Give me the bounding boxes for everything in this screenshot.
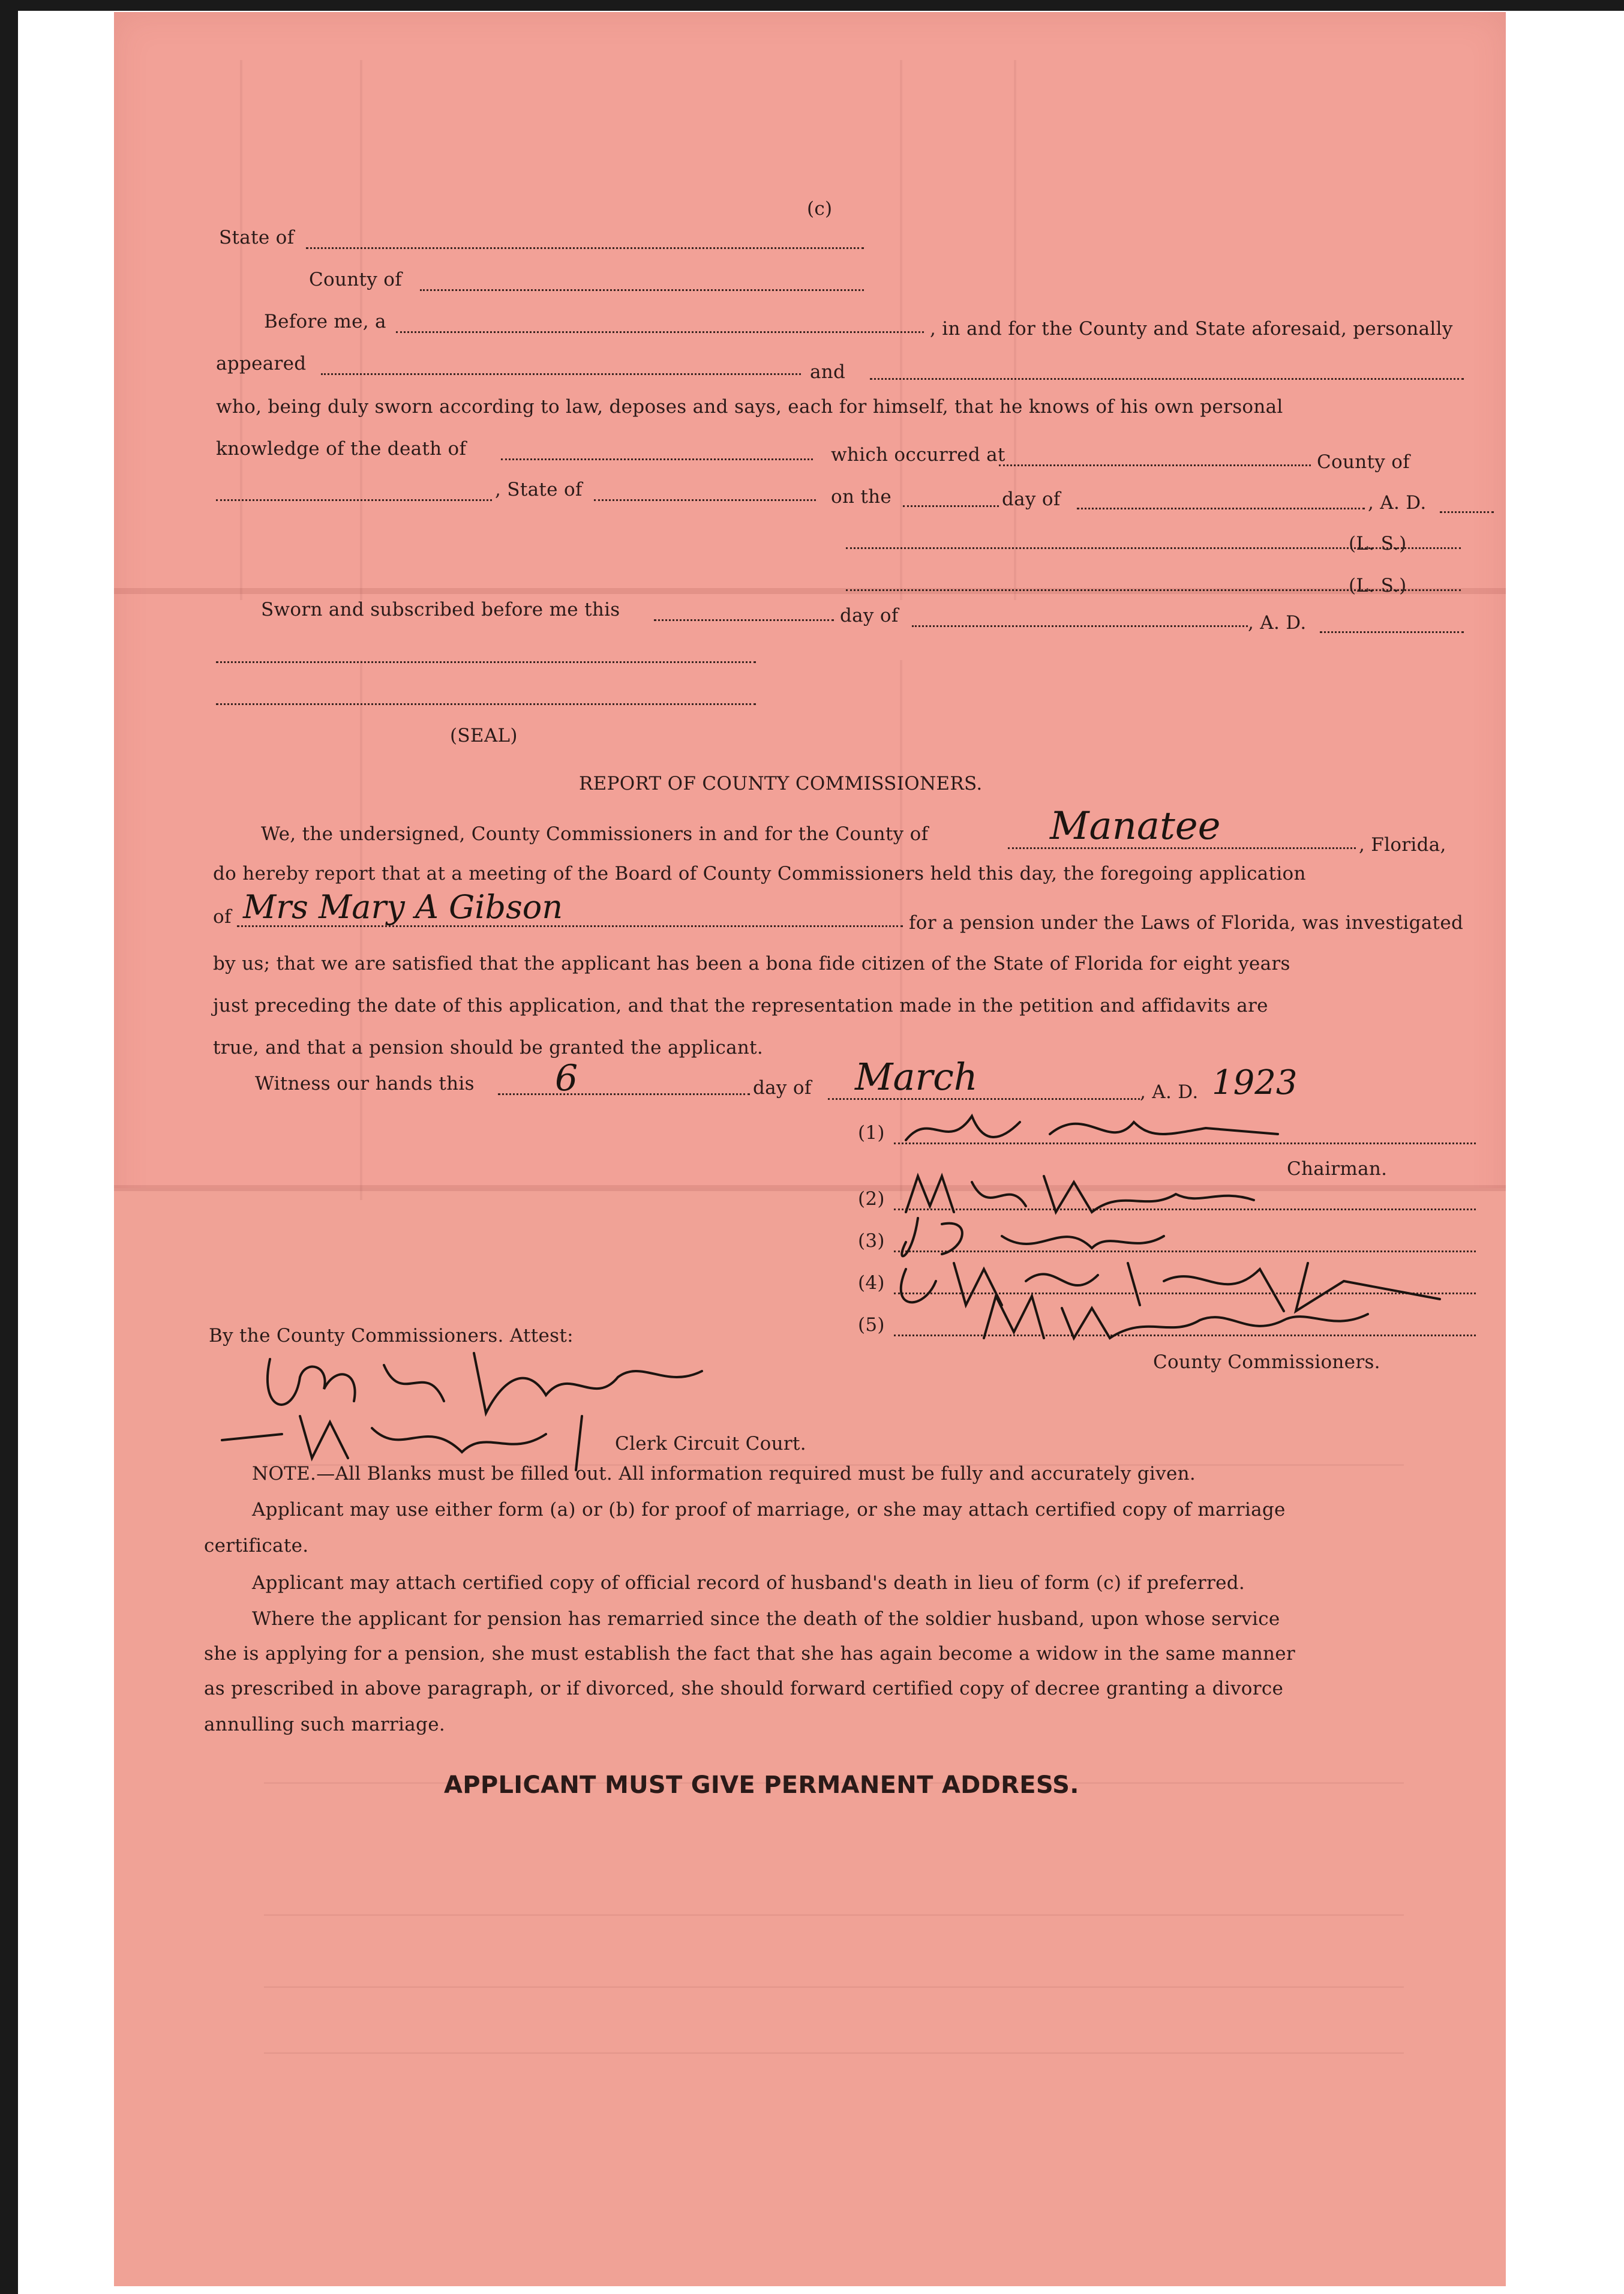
in-and-for-text: , in and for the County and State aforesaid, personally xyxy=(930,318,1453,340)
year-blank xyxy=(1440,511,1494,513)
note-4b: she is applying for a pension, she must establish the fact that she has again become a widow in the same manner xyxy=(204,1643,1296,1665)
day-blank xyxy=(903,505,999,507)
commissioner-5-number: (5) xyxy=(858,1314,885,1336)
month-blank xyxy=(1077,508,1365,509)
bleed-line xyxy=(240,60,242,600)
applicant-name-handwritten: Mrs Mary A Gibson xyxy=(243,888,563,926)
officer-signature-blank xyxy=(216,661,756,663)
state-of-label: State of xyxy=(219,227,295,248)
attest-label: By the County Commissioners. Attest: xyxy=(209,1325,574,1347)
commissioner-5-signature xyxy=(972,1284,1452,1350)
report-heading: REPORT OF COUNTY COMMISSIONERS. xyxy=(579,773,983,794)
witness-day-handwritten: 6 xyxy=(555,1057,578,1099)
witness-day-of-label: day of xyxy=(753,1077,812,1099)
county-of-label: County of xyxy=(309,269,402,290)
report-line-2: do hereby report that at a meeting of the Board of County Commissioners held this day, the foregoing application xyxy=(213,863,1306,884)
officer-title-blank xyxy=(396,331,924,333)
affiant-1-blank xyxy=(321,373,801,375)
report-line-4: by us; that we are satisfied that the applicant has been a bona fide citizen of the State of Florida for eight years xyxy=(213,953,1290,974)
witness-month-handwritten: March xyxy=(855,1055,978,1099)
sworn-subscribed-label: Sworn and subscribed before me this xyxy=(261,599,620,620)
bleed-line xyxy=(264,2052,1404,2054)
witness-day-line xyxy=(498,1093,750,1095)
sworn-ad-label: , A. D. xyxy=(1248,612,1307,634)
sworn-statement-line: who, being duly sworn according to law, deposes and says, each for himself, that he knows of his own personal xyxy=(216,396,1283,418)
report-line-6: true, and that a pension should be granted the applicant. xyxy=(213,1037,764,1058)
permanent-address-footer: APPLICANT MUST GIVE PERMANENT ADDRESS. xyxy=(444,1771,1079,1799)
day-of-label: day of xyxy=(1002,488,1061,510)
bleed-line xyxy=(900,60,902,600)
commissioner-1-number: (1) xyxy=(858,1122,885,1144)
note-2a: Applicant may use either form (a) or (b) for proof of marriage, or she may attach certified copy of marriage xyxy=(252,1499,1286,1521)
sworn-month-blank xyxy=(912,625,1248,627)
ls-1-label: (L. S.) xyxy=(1349,533,1407,554)
chairman-label: Chairman. xyxy=(1287,1158,1388,1180)
which-occurred-label: which occurred at xyxy=(831,444,1005,466)
bleed-line xyxy=(360,660,362,1200)
witness-year-handwritten: 1923 xyxy=(1212,1063,1298,1102)
scan-border-left xyxy=(0,0,18,2294)
note-1: NOTE.—All Blanks must be filled out. All information required must be fully and accurately given. xyxy=(252,1463,1196,1485)
and-label: and xyxy=(810,361,846,383)
section-letter: (c) xyxy=(807,198,833,220)
ls-2-label: (L. S.) xyxy=(1349,575,1407,596)
state-name-blank xyxy=(594,499,816,501)
pension-form-sheet xyxy=(114,12,1506,2286)
sworn-year-blank xyxy=(1320,631,1464,633)
note-3: Applicant may attach certified copy of official record of husband's death in lieu of form (c) if preferred. xyxy=(252,1572,1245,1594)
county-name-handwritten: Manatee xyxy=(1050,804,1221,848)
state-of-blank xyxy=(306,247,864,249)
commissioner-3-number: (3) xyxy=(858,1230,885,1252)
knowledge-of-death-label: knowledge of the death of xyxy=(216,438,467,460)
county-of-right-label: County of xyxy=(1317,451,1410,473)
sworn-day-blank xyxy=(654,619,834,621)
sworn-day-of-label: day of xyxy=(840,605,899,626)
commissioner-1-signature xyxy=(894,1098,1374,1158)
appeared-label: appeared xyxy=(216,353,307,374)
county-name-blank xyxy=(216,499,492,501)
clerk-label: Clerk Circuit Court. xyxy=(615,1433,806,1455)
deceased-name-blank xyxy=(501,458,813,460)
commissioner-4-number: (4) xyxy=(858,1272,885,1294)
officer-title-blank-2 xyxy=(216,703,756,705)
note-4a: Where the applicant for pension has remarried since the death of the soldier husband, upon whose service xyxy=(252,1608,1280,1630)
of-label: of xyxy=(213,906,232,928)
scan-border-top xyxy=(0,0,1624,11)
report-line-3: for a pension under the Laws of Florida, was investigated xyxy=(909,912,1464,934)
county-commissioners-label: County Commissioners. xyxy=(1153,1351,1380,1373)
state-of-mid-label: , State of xyxy=(495,479,583,500)
note-4d: annulling such marriage. xyxy=(204,1714,445,1735)
report-line-1: We, the undersigned, County Commissioners in and for the County of xyxy=(261,823,929,845)
affiant-2-blank xyxy=(870,378,1464,380)
bleed-line xyxy=(264,1986,1404,1988)
bleed-line xyxy=(264,1914,1404,1916)
commissioner-2-number: (2) xyxy=(858,1188,885,1210)
witness-label: Witness our hands this xyxy=(255,1073,475,1094)
on-the-label: on the xyxy=(831,486,892,508)
ad-label: , A. D. xyxy=(1368,492,1427,514)
note-2b: certificate. xyxy=(204,1535,309,1557)
report-line-5: just preceding the date of this application, and that the representation made in the petition and affidavits are xyxy=(213,995,1268,1016)
county-of-blank xyxy=(420,289,864,291)
witness-ad-label: , A. D. xyxy=(1140,1081,1199,1103)
note-4c: as prescribed in above paragraph, or if divorced, she should forward certified copy of decree granting a divorce xyxy=(204,1678,1284,1699)
place-blank xyxy=(999,464,1311,466)
seal-label: (SEAL) xyxy=(450,725,518,746)
before-me-label: Before me, a xyxy=(264,311,386,332)
florida-suffix: , Florida, xyxy=(1359,834,1446,856)
